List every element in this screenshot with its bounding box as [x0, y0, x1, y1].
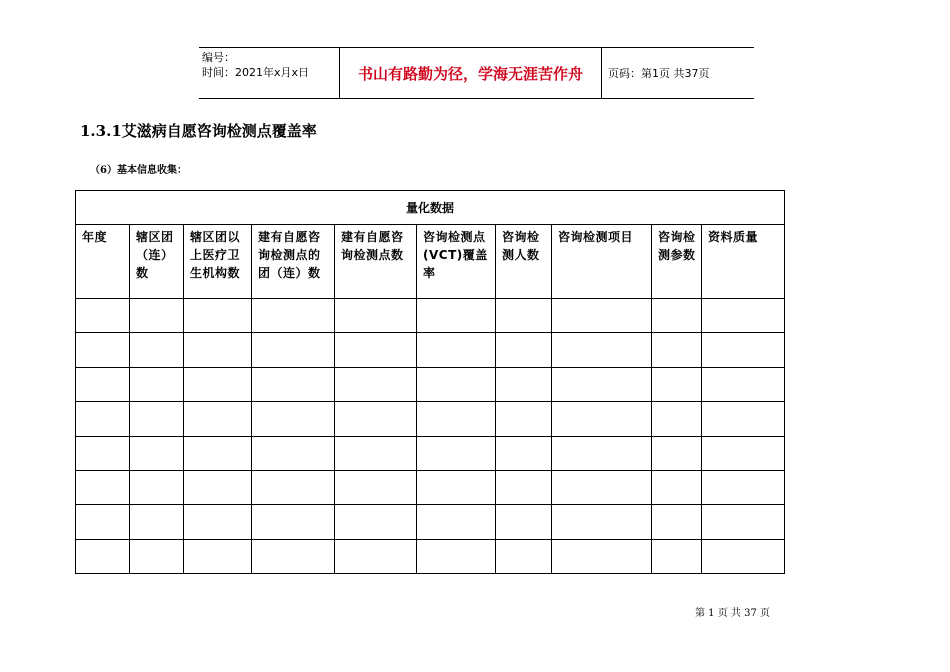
table-cell	[76, 333, 130, 367]
table-cell	[652, 505, 702, 539]
table-cell	[335, 299, 417, 333]
table-cell	[252, 333, 335, 367]
column-header: 咨询检测参数	[652, 225, 702, 299]
table-row	[76, 367, 785, 401]
column-header: 咨询检测项目	[552, 225, 652, 299]
table-cell	[76, 436, 130, 470]
table-cell	[130, 539, 184, 573]
table-cell	[252, 367, 335, 401]
column-header: 咨询检测点(VCT)覆盖率	[417, 225, 496, 299]
table-cell	[417, 333, 496, 367]
table-cell	[702, 402, 785, 436]
table-cell	[417, 299, 496, 333]
table-cell	[417, 402, 496, 436]
table-cell	[335, 402, 417, 436]
column-header: 咨询检测人数	[496, 225, 552, 299]
page-header	[199, 47, 754, 99]
table-cell	[702, 539, 785, 573]
table-cell	[252, 505, 335, 539]
table-cell	[552, 436, 652, 470]
table-cell	[652, 367, 702, 401]
table-cell	[76, 505, 130, 539]
table-cell	[130, 505, 184, 539]
table-cell	[76, 470, 130, 504]
table-cell	[417, 505, 496, 539]
table-cell	[702, 333, 785, 367]
table-cell	[702, 299, 785, 333]
table-cell	[184, 539, 252, 573]
table-cell	[252, 539, 335, 573]
table-cell	[252, 402, 335, 436]
table-cell	[184, 470, 252, 504]
table-cell	[130, 436, 184, 470]
table-cell	[130, 333, 184, 367]
table-header-row	[76, 225, 785, 299]
column-header: 年度	[76, 225, 130, 299]
table-cell	[417, 436, 496, 470]
header-motto: 书山有路勤为径，学海无涯苦作舟	[339, 48, 602, 98]
table-body	[76, 299, 785, 574]
table-cell	[252, 299, 335, 333]
table-cell	[417, 367, 496, 401]
table-cell	[496, 505, 552, 539]
table-cell	[130, 367, 184, 401]
table-row	[76, 402, 785, 436]
table-row	[76, 470, 785, 504]
table-cell	[76, 402, 130, 436]
table-cell	[184, 333, 252, 367]
table-cell	[496, 539, 552, 573]
table-cell	[335, 367, 417, 401]
table-row	[76, 436, 785, 470]
table-cell	[184, 402, 252, 436]
table-cell	[76, 299, 130, 333]
table-cell	[496, 470, 552, 504]
table-cell	[652, 436, 702, 470]
table-cell	[496, 299, 552, 333]
section-title: 1.3.1艾滋病自愿咨询检测点覆盖率	[80, 122, 317, 140]
table-cell	[702, 505, 785, 539]
table-cell	[702, 367, 785, 401]
table-cell	[335, 505, 417, 539]
table-cell	[76, 539, 130, 573]
document-time-label: 时间：2021年x月x日	[202, 66, 310, 79]
table-row	[76, 333, 785, 367]
table-cell	[702, 436, 785, 470]
table-caption: 量化数据	[76, 191, 785, 225]
table-cell	[184, 299, 252, 333]
table-cell	[130, 402, 184, 436]
table-cell	[184, 505, 252, 539]
table-cell	[652, 299, 702, 333]
table-cell	[335, 470, 417, 504]
table-cell	[652, 402, 702, 436]
table-cell	[335, 333, 417, 367]
table-cell	[652, 470, 702, 504]
table-cell	[417, 539, 496, 573]
table-cell	[335, 539, 417, 573]
header-page-info: 页码：第1页 共37页	[608, 67, 710, 80]
table-cell	[552, 402, 652, 436]
document-code-label: 编号：	[202, 51, 235, 64]
table-cell	[552, 299, 652, 333]
table-cell	[130, 470, 184, 504]
table-cell	[184, 367, 252, 401]
table-row	[76, 505, 785, 539]
table-cell	[252, 436, 335, 470]
table-cell	[552, 505, 652, 539]
table-cell	[652, 539, 702, 573]
column-header: 建有自愿咨询检测点数	[335, 225, 417, 299]
table-cell	[496, 333, 552, 367]
table-cell	[335, 436, 417, 470]
table-cell	[496, 402, 552, 436]
column-header: 辖区团以上医疗卫生机构数	[184, 225, 252, 299]
table-cell	[496, 367, 552, 401]
table-cell	[184, 436, 252, 470]
table-cell	[252, 470, 335, 504]
table-cell	[552, 333, 652, 367]
table-row	[76, 299, 785, 333]
table-cell	[496, 436, 552, 470]
table-cell	[652, 333, 702, 367]
header-meta	[199, 48, 339, 98]
table-cell	[417, 470, 496, 504]
table-cell	[76, 367, 130, 401]
column-header: 建有自愿咨询检测点的团（连）数	[252, 225, 335, 299]
table-cell	[552, 539, 652, 573]
table-cell	[130, 299, 184, 333]
quantified-data-table	[75, 190, 785, 574]
column-header: 资料质量	[702, 225, 785, 299]
column-header: 辖区团（连）数	[130, 225, 184, 299]
page-footer: 第 1 页 共 37 页	[695, 608, 770, 619]
table-row	[76, 539, 785, 573]
subsection-title: （6）基本信息收集：	[90, 165, 187, 176]
table-cell	[702, 470, 785, 504]
table-cell	[552, 470, 652, 504]
table-cell	[552, 367, 652, 401]
